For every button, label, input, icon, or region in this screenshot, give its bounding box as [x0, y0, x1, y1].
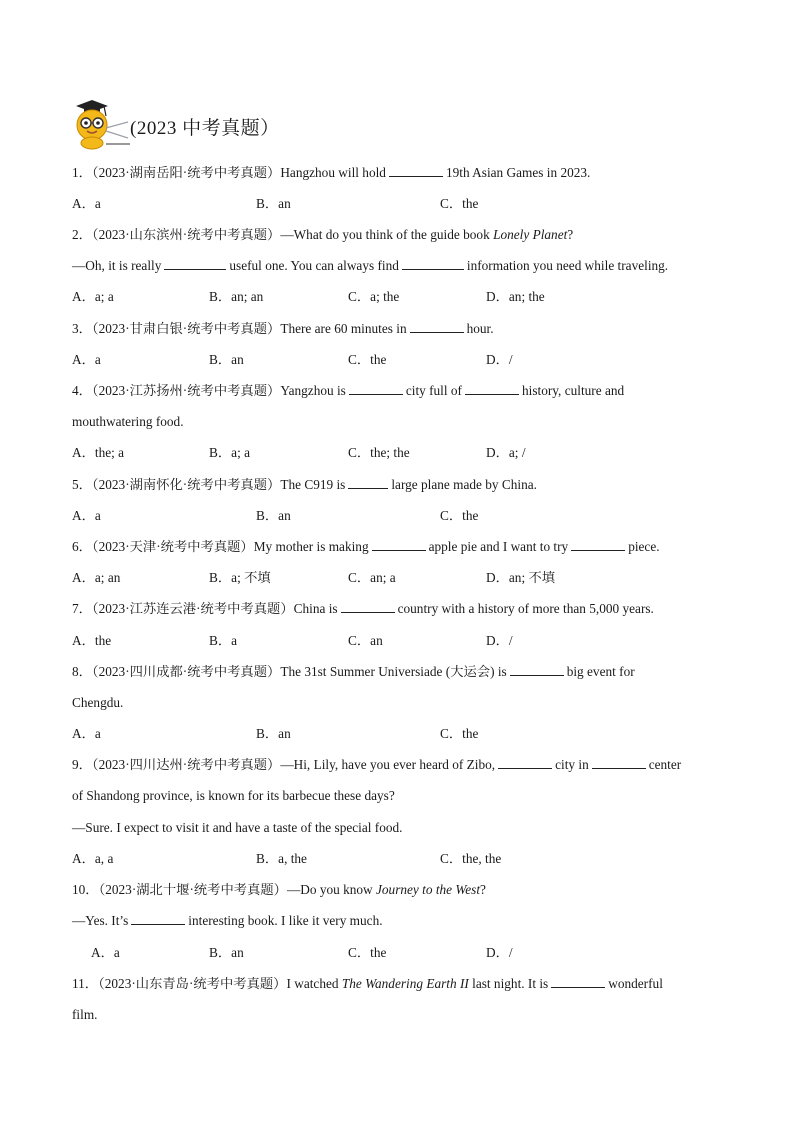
option-c[interactable]: C．the; the: [348, 445, 410, 460]
question-number: 6．: [72, 539, 92, 554]
answer-blank[interactable]: [410, 320, 464, 333]
option-b[interactable]: B．an: [209, 945, 244, 960]
option-b[interactable]: B．a: [209, 633, 238, 648]
question-2: [72, 226, 573, 244]
option-b[interactable]: B．an: [256, 726, 291, 741]
question-9: [72, 756, 681, 774]
question-text: —Do you know: [286, 882, 373, 897]
option-c[interactable]: C．the, the: [440, 851, 502, 866]
question-source: （2023·天津·统考中考真题）: [91, 539, 254, 554]
option-d[interactable]: D．/: [486, 945, 513, 960]
question-text: information you need while traveling.: [466, 258, 669, 273]
question-10-line-2: [72, 912, 383, 930]
option-c[interactable]: C．a; the: [348, 289, 400, 304]
question-text: There are 60 minutes in: [280, 321, 407, 336]
film-title: The Wandering Earth II: [341, 976, 469, 991]
answer-blank[interactable]: [551, 975, 605, 988]
option-d[interactable]: D．/: [486, 633, 513, 648]
answer-blank[interactable]: [465, 382, 519, 395]
option-a[interactable]: A．a: [91, 945, 120, 960]
question-text: last night. It is: [472, 976, 549, 991]
question-source: （2023·四川成都·统考中考真题）: [91, 664, 281, 679]
option-a[interactable]: A．the; a: [72, 445, 125, 460]
question-10: [72, 881, 486, 899]
question-text: center: [648, 757, 682, 772]
option-a[interactable]: A．a; a: [72, 289, 114, 304]
option-a[interactable]: A．a; an: [72, 570, 121, 585]
question-text: hour.: [466, 321, 494, 336]
question-9-line-3: —Sure. I expect to visit it and have a taste of the special food.: [72, 820, 403, 835]
book-title: Lonely Planet: [493, 227, 568, 242]
question-text: ?: [480, 882, 486, 897]
question-text: useful one. You can always find: [229, 258, 399, 273]
question-text: wonderful: [608, 976, 663, 991]
question-number: 10．: [72, 882, 99, 897]
option-a[interactable]: A．the: [72, 633, 112, 648]
question-source: （2023·山东滨州·统考中考真题）: [91, 227, 281, 242]
question-4: [72, 382, 624, 400]
question-source: （2023·山东青岛·统考中考真题）: [98, 976, 287, 991]
answer-blank[interactable]: [402, 257, 464, 270]
option-c[interactable]: C．an; a: [348, 570, 396, 585]
option-d[interactable]: D．/: [486, 352, 513, 367]
answer-blank[interactable]: [372, 538, 426, 551]
question-text: The C919 is: [280, 477, 346, 492]
question-8: [72, 663, 635, 681]
question-text: —What do you think of the guide book: [280, 227, 490, 242]
option-a[interactable]: A．a: [72, 196, 101, 211]
question-9-line-2: of Shandong province, is known for its barbecue these days?: [72, 788, 395, 803]
question-text: history, culture and: [521, 383, 625, 398]
option-a[interactable]: A．a, a: [72, 851, 114, 866]
answer-blank[interactable]: [348, 476, 388, 489]
question-11-line-2: film.: [72, 1007, 98, 1022]
question-number: 3．: [72, 321, 92, 336]
question-source: （2023·江苏连云港·统考中考真题）: [91, 601, 294, 616]
answer-blank[interactable]: [592, 756, 646, 769]
question-number: 8．: [72, 664, 92, 679]
question-number: 7．: [72, 601, 92, 616]
question-text: big event for: [566, 664, 635, 679]
option-b[interactable]: B．a, the: [256, 851, 307, 866]
question-text: piece.: [628, 539, 660, 554]
question-text: —Yes. It’s: [72, 913, 129, 928]
option-d[interactable]: D．a; /: [486, 445, 526, 460]
book-title: Journey to the West: [376, 882, 481, 897]
option-b[interactable]: B．an; an: [209, 289, 264, 304]
question-number: 11．: [72, 976, 99, 991]
question-source: （2023·湖北十堰·统考中考真题）: [98, 882, 287, 897]
option-b[interactable]: B．a; 不填: [209, 570, 271, 585]
question-text: city in: [555, 757, 589, 772]
option-b[interactable]: B．an: [209, 352, 244, 367]
question-2-line-2: [72, 257, 668, 275]
question-4-line-2: mouthwatering food.: [72, 414, 184, 429]
question-number: 1．: [72, 165, 92, 180]
option-b[interactable]: B．an: [256, 196, 291, 211]
answer-blank[interactable]: [389, 164, 443, 177]
question-text: My mother is making: [253, 539, 369, 554]
option-b[interactable]: B．an: [256, 508, 291, 523]
option-d[interactable]: D．an; the: [486, 289, 545, 304]
option-a[interactable]: A．a: [72, 726, 101, 741]
question-source: （2023·湖南怀化·统考中考真题）: [91, 477, 281, 492]
question-1: [72, 164, 590, 182]
question-text: country with a history of more than 5,000 years.: [397, 601, 654, 616]
section-title: (2023 中考真题）: [130, 117, 280, 139]
option-a[interactable]: A．a: [72, 508, 101, 523]
question-source: （2023·甘肃白银·统考中考真题）: [91, 321, 281, 336]
question-text: Yangzhou is: [280, 383, 346, 398]
question-11: [72, 975, 663, 993]
question-text: China is: [293, 601, 338, 616]
answer-blank[interactable]: [131, 912, 185, 925]
option-b[interactable]: B．a; a: [209, 445, 250, 460]
question-source: （2023·江苏扬州·统考中考真题）: [91, 383, 281, 398]
question-text: large plane made by China.: [391, 477, 537, 492]
option-d[interactable]: D．an; 不填: [486, 570, 556, 585]
question-3: [72, 320, 494, 338]
question-text: city full of: [405, 383, 462, 398]
option-c[interactable]: C．the: [348, 352, 387, 367]
option-a[interactable]: A．a: [72, 352, 101, 367]
question-number: 2．: [72, 227, 92, 242]
answer-blank[interactable]: [349, 382, 403, 395]
question-text: ?: [567, 227, 574, 242]
question-text: —Oh, it is really: [72, 258, 162, 273]
answer-blank[interactable]: [510, 663, 564, 676]
question-text: I watched: [286, 976, 339, 991]
question-7: [72, 600, 654, 618]
option-c[interactable]: C．the: [440, 508, 479, 523]
option-c[interactable]: C．the: [440, 196, 479, 211]
question-number: 9．: [72, 757, 92, 772]
question-number: 5．: [72, 477, 92, 492]
answer-blank[interactable]: [498, 756, 552, 769]
question-6: [72, 538, 660, 556]
question-text: 19th Asian Games in 2023.: [445, 165, 591, 180]
question-source: （2023·湖南岳阳·统考中考真题）: [91, 165, 281, 180]
answer-blank[interactable]: [341, 600, 395, 613]
answer-blank[interactable]: [164, 257, 226, 270]
option-c[interactable]: C．an: [348, 633, 383, 648]
question-number: 4．: [72, 383, 92, 398]
question-text: interesting book. I like it very much.: [188, 913, 383, 928]
question-text: apple pie and I want to try: [428, 539, 569, 554]
option-c[interactable]: C．the: [440, 726, 479, 741]
question-source: （2023·四川达州·统考中考真题）: [91, 757, 281, 772]
question-5: [72, 476, 537, 494]
question-text: The 31st Summer Universiade (大运会) is: [280, 664, 507, 679]
option-c[interactable]: C．the: [348, 945, 387, 960]
question-8-line-2: Chengdu.: [72, 695, 124, 710]
section-header: [70, 98, 280, 150]
graduate-mascot-icon: [70, 98, 132, 150]
question-text: Hangzhou will hold: [280, 165, 386, 180]
question-text: —Hi, Lily, have you ever heard of Zibo,: [280, 757, 496, 772]
answer-blank[interactable]: [571, 538, 625, 551]
